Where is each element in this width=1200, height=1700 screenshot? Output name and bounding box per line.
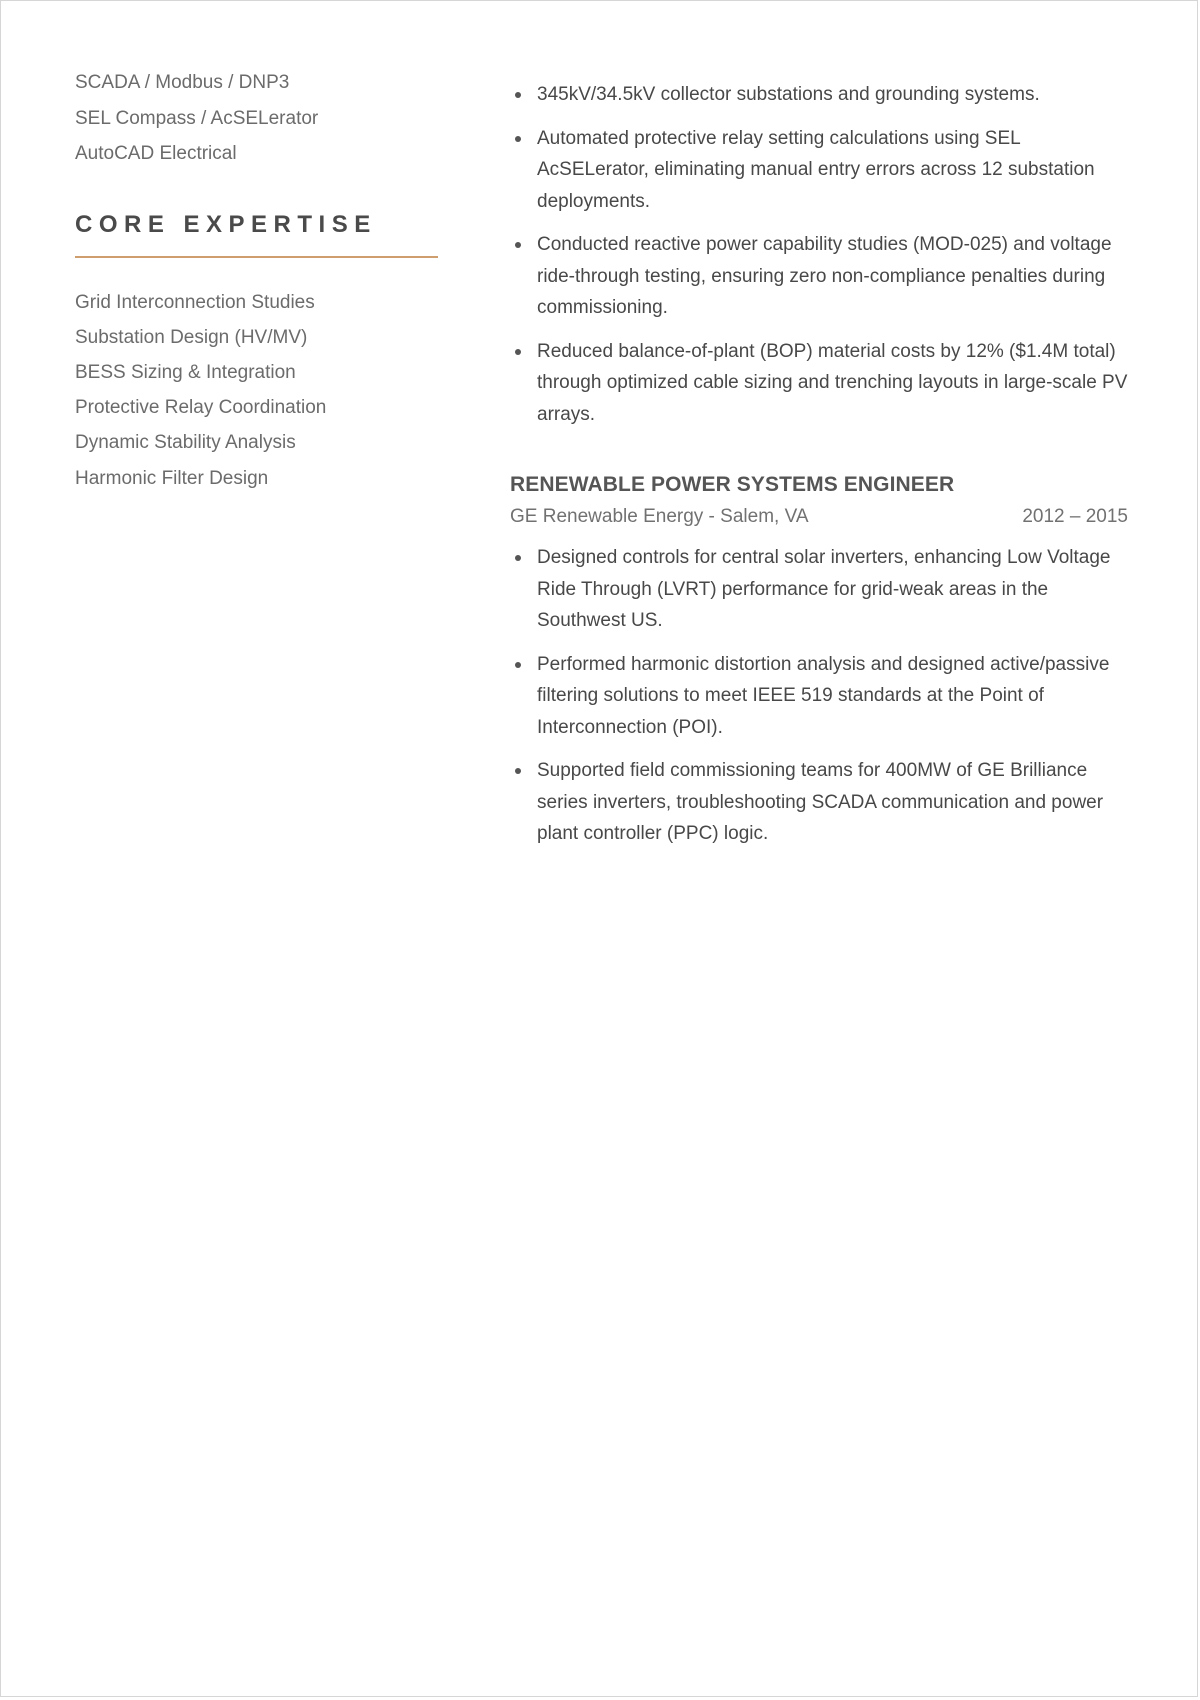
bullet-text: 345kV/34.5kV collector substations and grounding systems. [537,84,1040,105]
bullet-item [510,755,1128,850]
job-company: GE Renewable Energy - Salem, VA [510,506,809,527]
tool-item: SCADA / Modbus / DNP3 [75,72,290,93]
job-bullets [510,542,1128,850]
job-dates: 2012 – 2015 [1022,506,1128,527]
expertise-item: Grid Interconnection Studies [75,291,315,313]
core-expertise-list [75,285,439,496]
bullet-dot [515,92,521,98]
bullet-item [510,542,1128,637]
bullet-item [510,336,1128,431]
core-expertise-heading: CORE EXPERTISE [75,210,377,238]
expertise-item: Substation Design (HV/MV) [75,326,308,348]
bullet-text: Supported field commissioning teams for 400MW of GE Brilliance series inverters, troubleshooting SCADA communication and power plant controller (PPC) logic. [537,760,1104,844]
bullet-dot [515,136,521,142]
bullet-text: Automated protective relay setting calculations using SEL AcSELerator, eliminating manual entry errors across 12 substation deployments. [537,127,1095,212]
expertise-item: Protective Relay Coordination [75,397,327,419]
bullet-dot [515,242,521,248]
expertise-item: Dynamic Stability Analysis [75,432,296,454]
bullet-text: Reduced balance-of-plant (BOP) material costs by 12% ($1.4M total) through optimized cable sizing and trenching layouts in large-scale PV arrays. [537,340,1128,425]
expertise-item: Harmonic Filter Design [75,467,269,489]
continued-job-bullets [510,79,1128,430]
bullet-item [510,229,1128,324]
tool-item: AutoCAD Electrical [75,143,237,164]
bullet-dot [515,662,521,668]
bullet-dot [515,555,521,561]
bullet-text: Conducted reactive power capability studies (MOD-025) and voltage ride-through testing, ensuring zero non-compliance penalties during commissioning. [537,234,1112,318]
bullet-text: Designed controls for central solar inverters, enhancing Low Voltage Ride Through (LVRT) performance for grid-weak areas in the Southwest US. [537,547,1111,631]
tools-list [75,65,439,172]
bullet-item [510,79,1128,111]
bullet-dot [515,349,521,355]
job-entry [510,470,1128,850]
section-divider [75,256,438,258]
job-meta [510,504,1128,530]
bullet-item [510,649,1128,744]
job-title: RENEWABLE POWER SYSTEMS ENGINEER [510,473,955,496]
bullet-item [510,123,1128,218]
sidebar-column [75,65,439,496]
experience-column [510,79,1128,862]
tool-item: SEL Compass / AcSELerator [75,107,319,129]
bullet-dot [515,768,521,774]
bullet-text: Performed harmonic distortion analysis and designed active/passive filtering solutions to meet IEEE 519 standards at the Point of Interconnection (POI). [537,653,1110,738]
expertise-item: BESS Sizing & Integration [75,361,296,383]
